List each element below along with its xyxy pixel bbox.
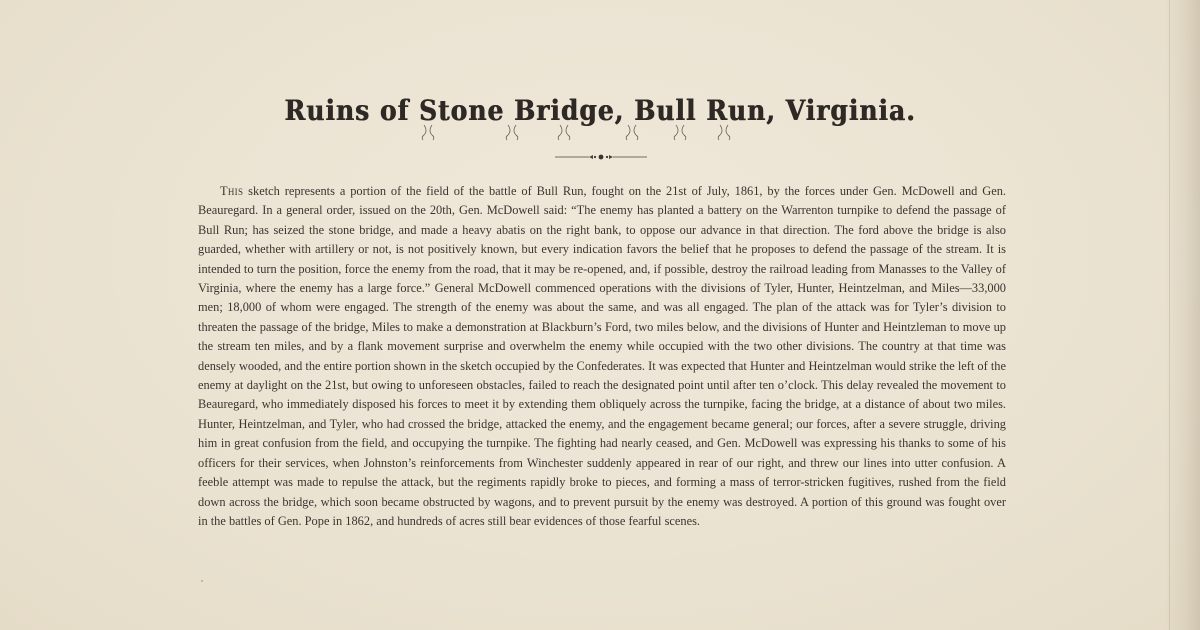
flourish-4 [626,125,630,140]
flourish-1 [422,125,426,140]
title-flourishes [0,122,1200,142]
flourish-5 [674,125,678,140]
page-edge-line [1169,0,1170,630]
title-block [0,96,1200,125]
flourish-ornaments [0,122,1200,142]
body-paragraph [198,182,1006,531]
body-text: sketch represents a portion of the field of the battle of Bull Run, fought on the 21st of July, 1861, by the forces under Gen. McDowell and Gen. Beauregard. In a general order, issued on the 20th, Gen. McDowell said: “The enemy has planted a battery on the Warrenton turnpike to defend the passage of Bull Run; has seized the stone bridge, and made a heavy abatis on the right bank, to oppose our advance in that direction. The ford above the bridge is also guarded, whether with artillery or not, is not positively known, but every indication favors the belief that he proposes to defend the passage of the stream. It is intended to turn the position, force the enemy from the road, that it may be re-opened, and, if possible, destroy the railroad leading from Manasses to the Valley of Virginia, where the enemy has a large force.” General McDowell commenced operations with the divisions of Tyler, Hunter, Heintzelman, and Miles—33,000 men; 18,000 of whom were engaged. The strength of the enemy was about the same, and was all engaged. The plan of the attack was for Tyler’s division to threaten the passage of the bridge, Miles to make a demonstration at Blackburn’s Ford, two miles below, and the divisions of Hunter and Heintzleman to move up the stream ten miles, and by a flank movement surprise and overwhelm the enemy while occupied with the two other divisions. The country at that time was densely wooded, and the entire portion shown in the sketch occupied by the Confederates. It was expected that Hunter and Heintzelman would strike the left of the enemy at daylight on the 21st, but owing to unforeseen obstacles, failed to reach the designated point until after ten o’clock. This delay revealed the movement to Beauregard, who immediately disposed his forces to meet it by extending them obliquely across the turnpike, facing the bridge, at a distance of about two miles. Hunter, Heintzelman, and Tyler, who had crossed the bridge, attacked the enemy, and the engagement became general; our forces, after a severe struggle, driving him in great confusion from the field, and occupying the turnpike. The fighting had nearly ceased, and Gen. McDowell was expressing his thanks to some of his officers for their services, when Johnston’s reinforcements from Winchester suddenly appeared in rear of our right, and threw our lines into utter confusion. A feeble attempt was made to repulse the attack, but the regiments rapidly broke to pieces, and forming a mass of terror-stricken fugitives, rushed from the field down across the bridge, which soon became obstructed by wagons, and to prevent pursuit by the enemy was destroyed. A portion of this ground was fought over in the battles of Gen. Pope in 1862, and hundreds of acres still bear evidences of those fearful scenes. [198,184,1006,528]
flourish-3 [558,125,562,140]
page-title: Ruins of Stone Bridge, Bull Run, Virginia. [284,94,916,127]
divider-ornament-icon [555,152,647,162]
flourish-2 [506,125,510,140]
flourish-6 [718,125,722,140]
paper-speck [201,580,203,582]
lead-word: This [220,184,244,198]
